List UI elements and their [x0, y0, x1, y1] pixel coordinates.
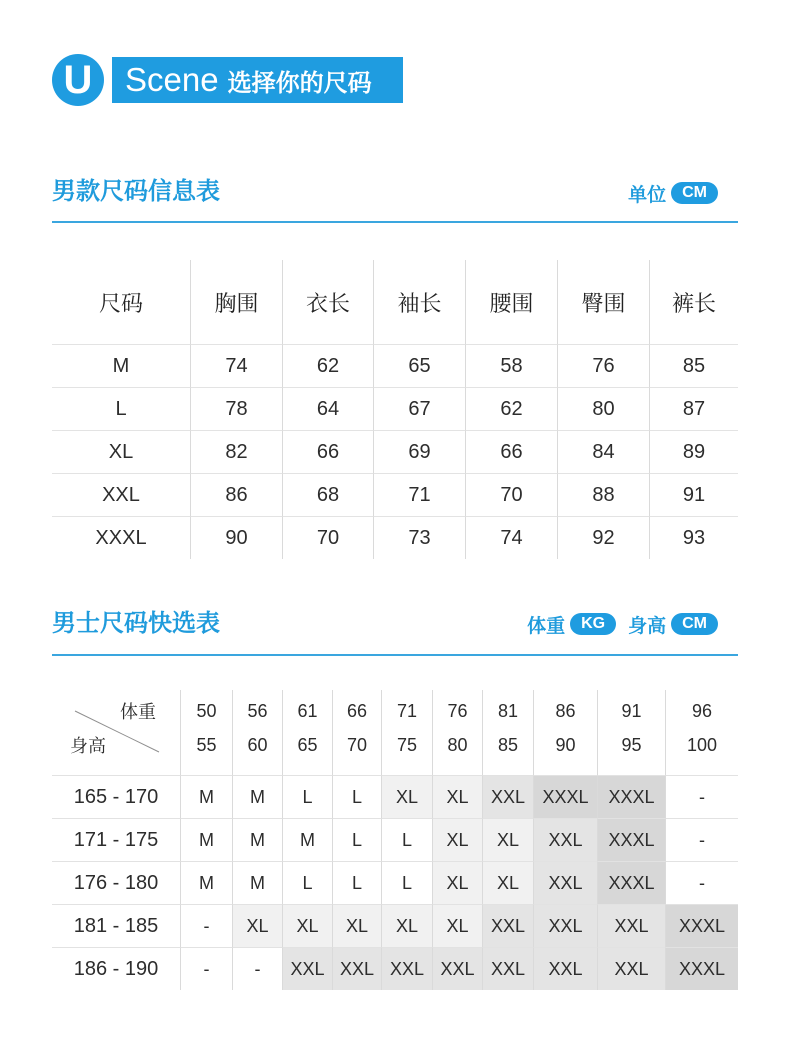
measurement-cell: 71 — [373, 473, 465, 516]
unit-pill: CM — [671, 182, 718, 204]
measurement-cell: 70 — [465, 473, 557, 516]
weight-range-header — [533, 690, 597, 775]
badge-letter: U — [63, 58, 93, 102]
recommended-size-cell: M — [282, 818, 332, 861]
measurement-cell: 66 — [282, 430, 373, 473]
section-divider — [52, 654, 738, 656]
weight-label: 体重 — [527, 614, 566, 637]
recommended-size-cell: L — [282, 775, 332, 818]
recommended-size-cell: L — [332, 818, 381, 861]
recommended-size-cell: - — [232, 947, 282, 990]
weight-range-from: 86 — [555, 701, 576, 721]
weight-range-to: 60 — [247, 735, 268, 755]
weight-range-from: 66 — [346, 701, 368, 721]
size-info-header-row — [52, 260, 738, 344]
measurement-cell: 87 — [649, 387, 738, 430]
column-header-measure: 臀围 — [557, 260, 649, 344]
recommended-size-cell: XXL — [381, 947, 432, 990]
weight-range-to: 80 — [447, 735, 468, 755]
recommended-size-cell: XXXL — [597, 861, 665, 904]
diagonal-line — [52, 690, 180, 775]
measurement-cell: 91 — [649, 473, 738, 516]
measurement-cell: 88 — [557, 473, 649, 516]
recommended-size-cell: XL — [232, 904, 282, 947]
recommended-size-cell: XXXL — [597, 775, 665, 818]
measurement-cell: 67 — [373, 387, 465, 430]
measurement-cell: 70 — [282, 516, 373, 559]
quick-select-row — [52, 904, 738, 947]
scene-banner — [112, 57, 403, 103]
weight-range-to: 90 — [555, 735, 576, 755]
recommended-size-cell: L — [332, 775, 381, 818]
recommended-size-cell: XL — [482, 861, 533, 904]
u-badge — [52, 54, 104, 106]
recommended-size-cell: XXXL — [665, 904, 738, 947]
weight-range-header — [482, 690, 533, 775]
recommended-size-cell: XXL — [282, 947, 332, 990]
recommended-size-cell: - — [180, 904, 232, 947]
height-label: 身高 — [628, 614, 667, 637]
recommended-size-cell: XXL — [533, 904, 597, 947]
weight-range-header — [665, 690, 738, 775]
recommended-size-cell: XXL — [533, 818, 597, 861]
quick-select-row — [52, 947, 738, 990]
size-info-row — [52, 344, 738, 387]
recommended-size-cell: M — [180, 775, 232, 818]
weight-range-to: 85 — [497, 735, 519, 755]
measurement-cell: 62 — [465, 387, 557, 430]
recommended-size-cell: XL — [332, 904, 381, 947]
recommended-size-cell: XXL — [332, 947, 381, 990]
measurement-cell: 74 — [190, 344, 282, 387]
measurement-cell: 80 — [557, 387, 649, 430]
measurement-cell: 82 — [190, 430, 282, 473]
weight-range-header — [381, 690, 432, 775]
quick-select-header-row — [52, 690, 738, 775]
recommended-size-cell: - — [665, 818, 738, 861]
weight-range-header — [180, 690, 232, 775]
size-label-cell: XL — [52, 430, 190, 473]
column-header-measure: 衣长 — [282, 260, 373, 344]
recommended-size-cell: XXL — [597, 904, 665, 947]
quick-select-row — [52, 775, 738, 818]
unit-label: 单位 — [628, 183, 667, 206]
recommended-size-cell: M — [232, 818, 282, 861]
recommended-size-cell: M — [180, 861, 232, 904]
recommended-size-cell: L — [332, 861, 381, 904]
section-divider — [52, 221, 738, 223]
height-range-cell: 171 - 175 — [52, 818, 180, 861]
height-range-cell: 186 - 190 — [52, 947, 180, 990]
recommended-size-cell: XXXL — [665, 947, 738, 990]
corner-weight-label: 体重 — [120, 702, 156, 723]
weight-range-from: 81 — [497, 701, 519, 721]
measurement-cell: 65 — [373, 344, 465, 387]
recommended-size-cell: XXL — [533, 861, 597, 904]
corner-cell — [52, 690, 180, 775]
quick-select-row — [52, 818, 738, 861]
size-label-cell: L — [52, 387, 190, 430]
recommended-size-cell: XL — [282, 904, 332, 947]
measurement-cell: 86 — [190, 473, 282, 516]
weight-range-header — [282, 690, 332, 775]
weight-range-to: 70 — [346, 735, 368, 755]
measurement-cell: 74 — [465, 516, 557, 559]
recommended-size-cell: XXXL — [533, 775, 597, 818]
weight-unit-pill: KG — [570, 613, 616, 635]
weight-range-header — [232, 690, 282, 775]
measurement-cell: 85 — [649, 344, 738, 387]
measurement-cell: 66 — [465, 430, 557, 473]
height-unit-pill: CM — [671, 613, 718, 635]
measurement-cell: 58 — [465, 344, 557, 387]
measurement-cell: 68 — [282, 473, 373, 516]
size-info-table — [52, 260, 738, 559]
quick-select-table — [52, 690, 738, 990]
weight-range-header — [332, 690, 381, 775]
recommended-size-cell: XL — [432, 818, 482, 861]
recommended-size-cell: XXL — [482, 904, 533, 947]
recommended-size-cell: XL — [432, 861, 482, 904]
size-label-cell: XXXL — [52, 516, 190, 559]
size-info-row — [52, 430, 738, 473]
measurement-cell: 84 — [557, 430, 649, 473]
corner-box — [52, 690, 180, 775]
weight-range-from: 96 — [691, 701, 713, 721]
size-info-row — [52, 473, 738, 516]
recommended-size-cell: XXXL — [597, 818, 665, 861]
recommended-size-cell: M — [232, 775, 282, 818]
size-info-row — [52, 387, 738, 430]
recommended-size-cell: - — [665, 775, 738, 818]
measurement-cell: 92 — [557, 516, 649, 559]
weight-range-from: 56 — [247, 701, 268, 721]
column-header-measure: 裤长 — [649, 260, 738, 344]
weight-range-to: 75 — [396, 735, 418, 755]
size-info-table-body — [52, 260, 738, 559]
weight-range-header — [432, 690, 482, 775]
recommended-size-cell: XL — [381, 775, 432, 818]
recommended-size-cell: XL — [432, 775, 482, 818]
weight-range-to: 95 — [621, 735, 642, 755]
weight-range-header — [597, 690, 665, 775]
weight-range-from: 91 — [621, 701, 642, 721]
recommended-size-cell: XXL — [482, 947, 533, 990]
recommended-size-cell: XL — [482, 818, 533, 861]
measurement-cell: 64 — [282, 387, 373, 430]
size-label-cell: XXL — [52, 473, 190, 516]
banner-title: 选择你的尺码 — [227, 68, 372, 97]
height-range-cell: 176 - 180 — [52, 861, 180, 904]
measurement-cell: 76 — [557, 344, 649, 387]
measurement-cell: 73 — [373, 516, 465, 559]
size-info-unit — [628, 181, 718, 205]
scene-word: Scene — [125, 61, 219, 98]
measurement-cell: 62 — [282, 344, 373, 387]
weight-range-from: 50 — [196, 701, 217, 721]
quick-select-table-body — [52, 775, 738, 990]
column-header-measure: 袖长 — [373, 260, 465, 344]
recommended-size-cell: - — [665, 861, 738, 904]
quick-select-units — [527, 612, 718, 636]
recommended-size-cell: XXL — [597, 947, 665, 990]
weight-range-from: 71 — [396, 701, 418, 721]
measurement-cell: 69 — [373, 430, 465, 473]
weight-range-to: 65 — [297, 735, 318, 755]
recommended-size-cell: L — [381, 861, 432, 904]
measurement-cell: 78 — [190, 387, 282, 430]
column-header-measure: 胸围 — [190, 260, 282, 344]
quick-select-title: 男士尺码快选表 — [52, 609, 220, 637]
size-info-row — [52, 516, 738, 559]
weight-range-to: 55 — [196, 735, 217, 755]
recommended-size-cell: XXL — [482, 775, 533, 818]
weight-range-from: 76 — [447, 701, 468, 721]
recommended-size-cell: XL — [432, 904, 482, 947]
recommended-size-cell: - — [180, 947, 232, 990]
recommended-size-cell: M — [232, 861, 282, 904]
recommended-size-cell: M — [180, 818, 232, 861]
measurement-cell: 89 — [649, 430, 738, 473]
height-range-cell: 165 - 170 — [52, 775, 180, 818]
measurement-cell: 93 — [649, 516, 738, 559]
corner-height-label: 身高 — [70, 736, 106, 757]
recommended-size-cell: XXL — [432, 947, 482, 990]
quick-select-row — [52, 861, 738, 904]
height-range-cell: 181 - 185 — [52, 904, 180, 947]
size-label-cell: M — [52, 344, 190, 387]
column-header-size: 尺码 — [98, 291, 143, 317]
size-info-title: 男款尺码信息表 — [52, 177, 220, 205]
recommended-size-cell: L — [282, 861, 332, 904]
weight-range-to: 100 — [686, 735, 718, 755]
recommended-size-cell: XXL — [533, 947, 597, 990]
recommended-size-cell: XL — [381, 904, 432, 947]
recommended-size-cell: L — [381, 818, 432, 861]
weight-range-from: 61 — [297, 701, 318, 721]
measurement-cell: 90 — [190, 516, 282, 559]
column-header-measure: 腰围 — [465, 260, 557, 344]
